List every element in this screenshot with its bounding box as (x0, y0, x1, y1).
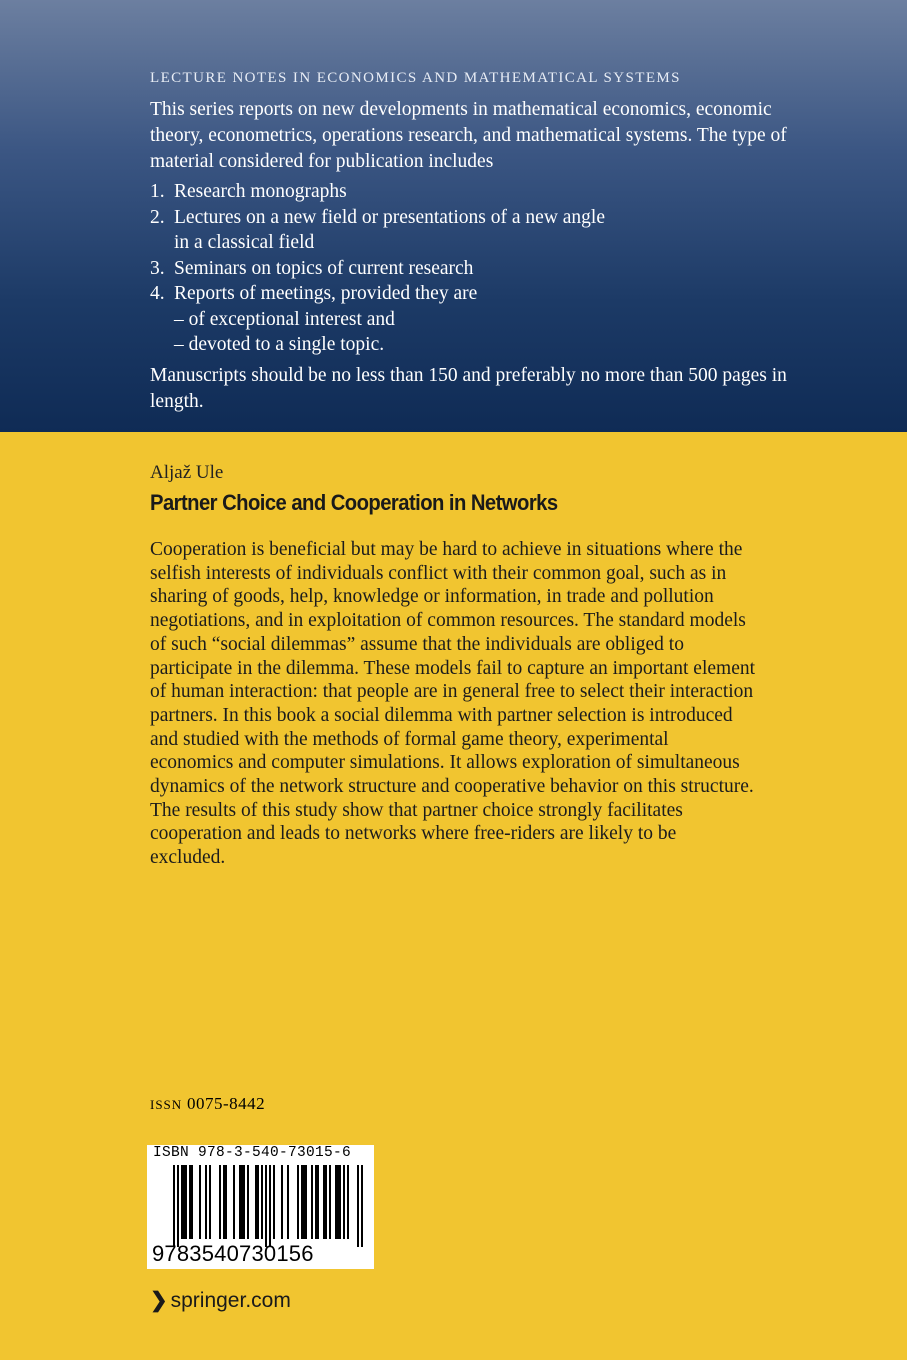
list-text-continued: in a classical field (174, 232, 315, 253)
barcode-bar (287, 1165, 289, 1239)
list-item (150, 205, 790, 256)
barcode-bar (233, 1165, 235, 1239)
barcode-bar (325, 1165, 327, 1239)
barcode-bar (311, 1165, 313, 1239)
series-closing: Manuscripts should be no less than 150 and preferably no more than 500 pages in length. (150, 365, 787, 412)
list-item (150, 281, 790, 358)
list-item (150, 256, 790, 282)
barcode-bar (335, 1165, 337, 1239)
chevron-right-icon: ❯ (150, 1289, 168, 1312)
author-name: Aljaž Ule (150, 462, 224, 483)
barcode-bar (209, 1165, 211, 1239)
barcode-bar (305, 1165, 307, 1239)
sub-item: – devoted to a single topic. (174, 334, 385, 355)
publisher-link[interactable] (150, 1288, 291, 1313)
barcode-bar (189, 1165, 191, 1239)
barcode-bar (183, 1165, 185, 1239)
issn (150, 1094, 265, 1114)
list-number: 1. (150, 181, 165, 202)
barcode-bar (317, 1165, 319, 1239)
book-title: Partner Choice and Cooperation in Networks (150, 490, 558, 515)
barcode-bar (181, 1165, 183, 1239)
barcode-bar (301, 1165, 303, 1239)
barcode-bar (255, 1165, 257, 1239)
barcode-bar (269, 1165, 271, 1247)
barcode-bar (361, 1165, 363, 1247)
barcode-bar (241, 1165, 243, 1239)
barcode-bar (177, 1165, 179, 1247)
barcode-bar (185, 1165, 187, 1239)
barcode-bar (173, 1165, 175, 1247)
barcode (147, 1145, 374, 1269)
barcode-bar (303, 1165, 305, 1239)
list-number: 4. (150, 283, 165, 304)
sub-item: – of exceptional interest and (174, 308, 395, 330)
barcode-bar (337, 1165, 339, 1239)
barcode-bar (225, 1165, 227, 1239)
barcode-bar (281, 1165, 283, 1239)
ean-digits: 9783540730156 (152, 1241, 314, 1266)
series-panel (0, 0, 907, 432)
barcode-bar (347, 1165, 349, 1239)
list-item (150, 179, 790, 205)
barcode-bar (247, 1165, 249, 1239)
barcode-bar (323, 1165, 325, 1239)
barcode-bar (261, 1165, 263, 1239)
barcode-bar (339, 1165, 341, 1239)
list-number: 2. (150, 206, 165, 228)
list-number: 3. (150, 257, 165, 279)
isbn-text: ISBN 978-3-540-73015-6 (153, 1145, 352, 1161)
barcode-bar (243, 1165, 245, 1239)
barcode-bar (265, 1165, 267, 1247)
barcode-bar (219, 1165, 221, 1239)
barcode-bar (223, 1165, 225, 1239)
list-text: Seminars on topics of current research (174, 257, 474, 279)
list-text: Research monographs (174, 181, 347, 202)
barcode-bar (199, 1165, 201, 1239)
barcode-bar (343, 1165, 345, 1239)
barcode-bar (357, 1165, 359, 1247)
material-list (150, 179, 790, 358)
barcode-bar (297, 1165, 299, 1239)
issn-number: 0075-8442 (186, 1094, 266, 1113)
barcode-bar (273, 1165, 275, 1239)
barcode-bar (329, 1165, 331, 1239)
publisher-site: springer.com (170, 1289, 291, 1312)
barcode-bar (315, 1165, 317, 1239)
list-text: Lectures on a new field or presentations of a new angle (174, 206, 605, 228)
barcode-bar (205, 1165, 207, 1239)
series-intro: This series reports on new developments in mathematical economics, economic theory, econometrics, operations research, and mathematical systems. The type of material considered for publication includes (150, 99, 787, 172)
barcode-bar (257, 1165, 259, 1239)
series-title: LECTURE NOTES IN ECONOMICS AND MATHEMATICAL SYSTEMS (150, 70, 681, 86)
list-text: Reports of meetings, provided they are (174, 283, 478, 304)
issn-label: ISSN (150, 1097, 183, 1112)
barcode-bar (191, 1165, 193, 1239)
barcode-bar (239, 1165, 241, 1239)
book-abstract: Cooperation is beneficial but may be hard to achieve in situations where the selfish interests of individuals conflict with their common goal, such as in sharing of goods, help, knowledge or information, in trade and pollution negotiations, and in exploitation of common resources. The standard models of such “social dilemmas” assume that the individuals are obliged to participate in the dilemma. These models fail to capture an important element of human interaction: that people are in general free to select their interaction partners. In this book a social dilemma with partner selection is introduced and studied with the methods of formal game theory, experimental economics and computer simulations. It allows exploration of simultaneous dynamics of the network structure and cooperative behavior on this structure. The results of this study show that partner choice strongly facilitates cooperation and leads to networks where free-riders are likely to be excluded. (150, 539, 756, 869)
